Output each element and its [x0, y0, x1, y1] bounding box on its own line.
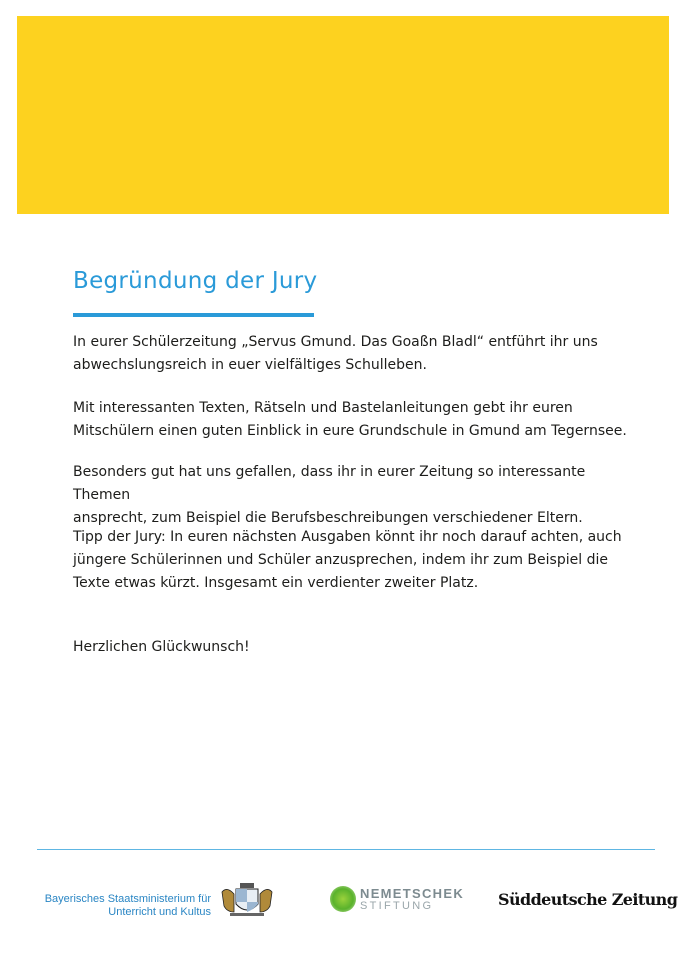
ministry-name-line-2: Unterricht und Kultus	[108, 906, 211, 918]
paragraph-4	[73, 526, 633, 595]
closing-line: Herzlichen Glückwunsch!	[73, 639, 250, 655]
paragraph-2	[73, 397, 633, 443]
paragraph-1-line-2: abwechslungsreich in euer vielfältiges Schulleben.	[73, 357, 427, 373]
paragraph-1	[73, 331, 633, 377]
nemetschek-logo-icon	[330, 886, 356, 912]
paragraph-3	[73, 461, 633, 530]
footer-divider	[37, 849, 655, 850]
paragraph-2-line-2: Mitschülern einen guten Einblick in eure Grundschule in Gmund am Tegernsee.	[73, 423, 627, 439]
ministry-name	[37, 893, 211, 919]
bavarian-coat-of-arms-icon	[218, 882, 276, 918]
sueddeutsche-zeitung-logo: Süddeutsche Zeitung	[498, 890, 678, 909]
paragraph-4-line-2: jüngere Schülerinnen und Schüler anzusprechen, indem ihr zum Beispiel die	[73, 552, 608, 568]
nemetschek-name: NEMETSCHEK	[360, 886, 465, 901]
nemetschek-subtitle: STIFTUNG	[360, 900, 434, 912]
paragraph-3-line-2: ansprecht, zum Beispiel die Berufsbeschreibungen verschiedener Eltern.	[73, 510, 583, 526]
paragraph-1-line-1: In eurer Schülerzeitung „Servus Gmund. Das Goaßn Bladl“ entführt ihr uns	[73, 334, 598, 350]
paragraph-2-line-1: Mit interessanten Texten, Rätseln und Bastelanleitungen gebt ihr euren	[73, 400, 573, 416]
title-underline	[73, 313, 314, 317]
paragraph-3-line-1: Besonders gut hat uns gefallen, dass ihr in eurer Zeitung so interessante Themen	[73, 464, 586, 503]
paragraph-4-line-1: Tipp der Jury: In euren nächsten Ausgaben könnt ihr noch darauf achten, auch	[73, 529, 622, 545]
yellow-banner	[17, 16, 669, 214]
paragraph-4-line-3: Texte etwas kürzt. Insgesamt ein verdienter zweiter Platz.	[73, 575, 479, 591]
ministry-name-line-1: Bayerisches Staatsministerium für	[44, 893, 211, 905]
page-title: Begründung der Jury	[73, 268, 318, 294]
